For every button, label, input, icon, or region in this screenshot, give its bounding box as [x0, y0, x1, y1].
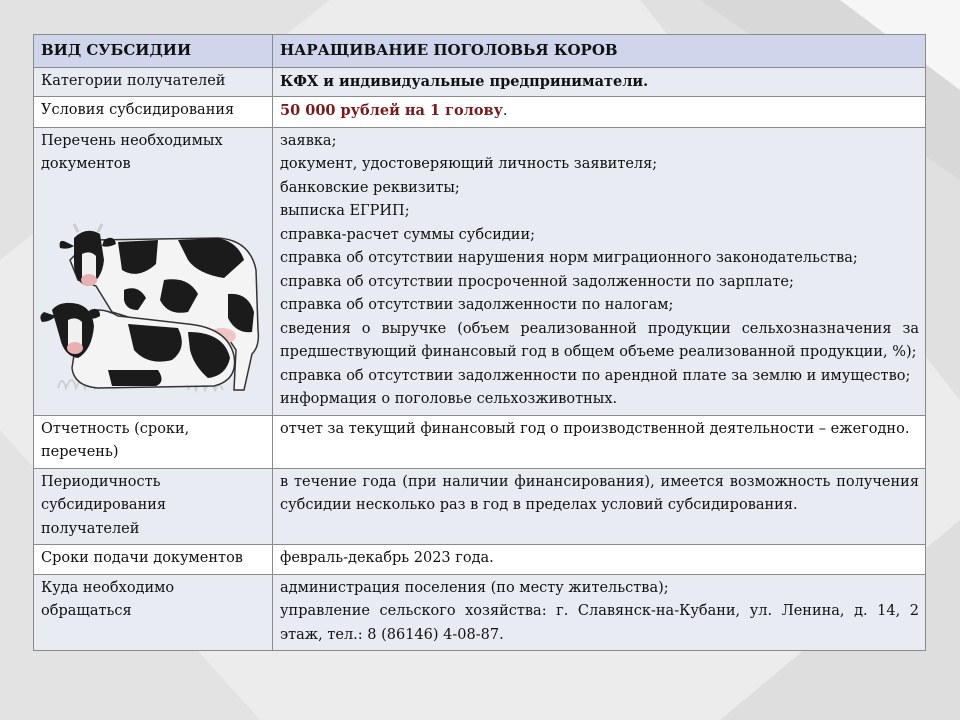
- periodicity-value: в течение года (при наличии финансирования), имеется возможность получения субсидии несколько раз в год в пределах условий субсидирования.: [273, 468, 926, 545]
- document-item: сведения о выручке (объем реализованной продукции сельхозназначения за предшествующий финансовый год в общем объеме реализованной продукции, %);: [280, 320, 919, 360]
- categories-label: Категории получателей: [34, 67, 273, 97]
- document-item: документ, удостоверяющий личность заявителя;: [280, 156, 658, 172]
- document-item: выписка ЕГРИП;: [280, 203, 410, 219]
- document-item: справка об отсутствии просроченной задолженности по зарплате;: [280, 273, 794, 290]
- deadlines-value: февраль-декабрь 2023 года.: [273, 545, 926, 575]
- subsidy-table: [33, 34, 926, 651]
- periodicity-label: Периодичность субсидирования получателей: [34, 468, 273, 545]
- conditions-label: Условия субсидирования: [34, 97, 273, 128]
- conditions-value-cell: [273, 97, 926, 128]
- conditions-suffix: .: [502, 103, 508, 119]
- row-reporting: [34, 415, 926, 468]
- header-subsidy-name: НАРАЩИВАНИЕ ПОГОЛОВЬЯ КОРОВ: [273, 35, 926, 68]
- contact-item: управление сельского хозяйства: г. Славянск-на-Кубани, ул. Ленина, д. 14, 2 этаж, тел.: 8 (86146) 4-08-87.: [280, 603, 919, 643]
- documents-label: Перечень необходимых документов: [41, 132, 223, 172]
- document-item: справка-расчет суммы субсидии;: [280, 226, 535, 243]
- row-documents: [34, 127, 926, 415]
- row-conditions: [34, 97, 926, 128]
- categories-value: КФХ и индивидуальные предприниматели.: [273, 67, 926, 97]
- row-categories: [34, 67, 926, 97]
- documents-label-cell: [34, 127, 273, 415]
- row-contacts: [34, 574, 926, 651]
- row-periodicity: [34, 468, 926, 545]
- document-item: справка об отсутствии задолженности по налогам;: [280, 297, 674, 313]
- document-item: справка об отсутствии задолженности по арендной плате за землю и имущество;: [280, 367, 911, 384]
- document-item: справка об отсутствии нарушения норм миграционного законодательства;: [280, 250, 858, 266]
- document-item: банковские реквизиты;: [280, 179, 460, 196]
- header-subsidy-type: ВИД СУБСИДИИ: [34, 35, 273, 68]
- contacts-value-cell: [273, 574, 926, 651]
- contacts-label: Куда необходимо обращаться: [34, 574, 273, 651]
- conditions-value: 50 000 рублей на 1 голову: [280, 102, 503, 119]
- row-deadlines: [34, 545, 926, 575]
- reporting-value: отчет за текущий финансовый год о производственной деятельности – ежегодно.: [273, 415, 926, 468]
- document-item: информация о поголовье сельхозживотных.: [280, 391, 618, 407]
- reporting-label: Отчетность (сроки, перечень): [34, 415, 273, 468]
- document-item: заявка;: [280, 132, 337, 149]
- documents-list-cell: [273, 127, 926, 415]
- cow-and-calf-illustration: [38, 220, 266, 402]
- deadlines-label: Сроки подачи документов: [34, 545, 273, 575]
- table-header-row: [34, 35, 926, 68]
- contact-item: администрация поселения (по месту жительства);: [280, 579, 669, 596]
